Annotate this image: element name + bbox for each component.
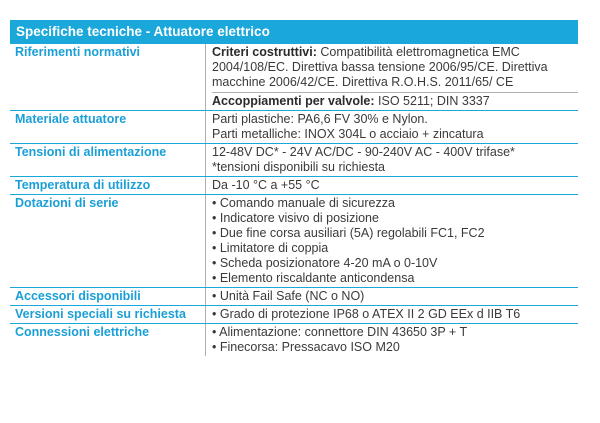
spec-line: • Indicatore visivo di posizione — [212, 211, 379, 225]
spec-label: Riferimenti normativi — [10, 44, 206, 111]
spec-line: Da -10 °C a +55 °C — [212, 178, 320, 192]
spec-label: Connessioni elettriche — [15, 325, 150, 339]
spec-line: 12-48V DC* - 24V AC/DC - 90-240V AC - 400V trifase* — [212, 145, 515, 159]
spec-table — [10, 44, 578, 356]
spec-label: Materiale attuatore — [10, 111, 206, 144]
spec-line: • Comando manuale di sicurezza — [212, 196, 395, 210]
accoppiamenti-text: ISO 5211; DIN 3337 — [378, 94, 490, 108]
spec-line: • Due fine corsa ausiliari (5A) regolabili FC1, FC2 — [212, 226, 485, 240]
spec-line: • Elemento riscaldante anticondensa — [212, 271, 415, 285]
spec-label: Versioni speciali su richiesta — [10, 306, 206, 324]
criteri-text: Compatibilità elettromagnetica EMC 2004/108/EC. Direttiva bassa tensione 2006/95/CE. Direttiva macchine 2006/42/CE. Direttiva R.O.H.S. 2011/65/ CE — [212, 45, 548, 89]
spec-label: Dotazioni di serie — [10, 195, 206, 288]
spec-line: • Finecorsa: Pressacavo ISO M20 — [212, 340, 400, 354]
spec-line: Parti plastiche: PA6,6 FV 30% e Nylon. — [212, 112, 428, 126]
spec-label: Accessori disponibili — [10, 288, 206, 306]
spec-header: Specifiche tecniche - Attuatore elettrico — [10, 20, 578, 44]
spec-row-accessori — [10, 288, 578, 306]
spec-line: *tensioni disponibili su richiesta — [212, 160, 386, 174]
spec-line: Parti metalliche: INOX 304L o acciaio + zincatura — [212, 127, 484, 141]
spec-line: • Alimentazione: connettore DIN 43650 3P + T — [212, 325, 468, 339]
spec-row-dotazioni — [10, 195, 578, 288]
spec-row-connessioni — [10, 324, 578, 357]
spec-line: • Unità Fail Safe (NC o NO) — [212, 289, 365, 303]
spec-line: • Limitatore di coppia — [212, 241, 329, 255]
spec-row-versioni — [10, 306, 578, 324]
spec-row-temperatura — [10, 177, 578, 195]
spec-value — [206, 177, 579, 195]
spec-value — [206, 324, 579, 357]
spec-value — [206, 306, 579, 324]
spec-value — [206, 111, 579, 144]
spec-row-tensioni — [10, 144, 578, 177]
spec-value — [206, 44, 579, 111]
spec-label: Temperatura di utilizzo — [10, 177, 206, 195]
spec-label: Tensioni di alimentazione — [10, 144, 206, 177]
accoppiamenti-label: Accoppiamenti per valvole: — [212, 94, 375, 108]
spec-value — [206, 195, 579, 288]
spec-value — [206, 288, 579, 306]
criteri-label: Criteri costruttivi: — [212, 45, 317, 59]
spec-line: • Scheda posizionatore 4-20 mA o 0-10V — [212, 256, 438, 270]
spec-row-materiale — [10, 111, 578, 144]
spec-row-riferimenti — [10, 44, 578, 111]
spec-sheet — [10, 20, 578, 356]
spec-value — [206, 144, 579, 177]
spec-line: • Grado di protezione IP68 o ATEX II 2 GD EEx d IIB T6 — [212, 307, 521, 321]
